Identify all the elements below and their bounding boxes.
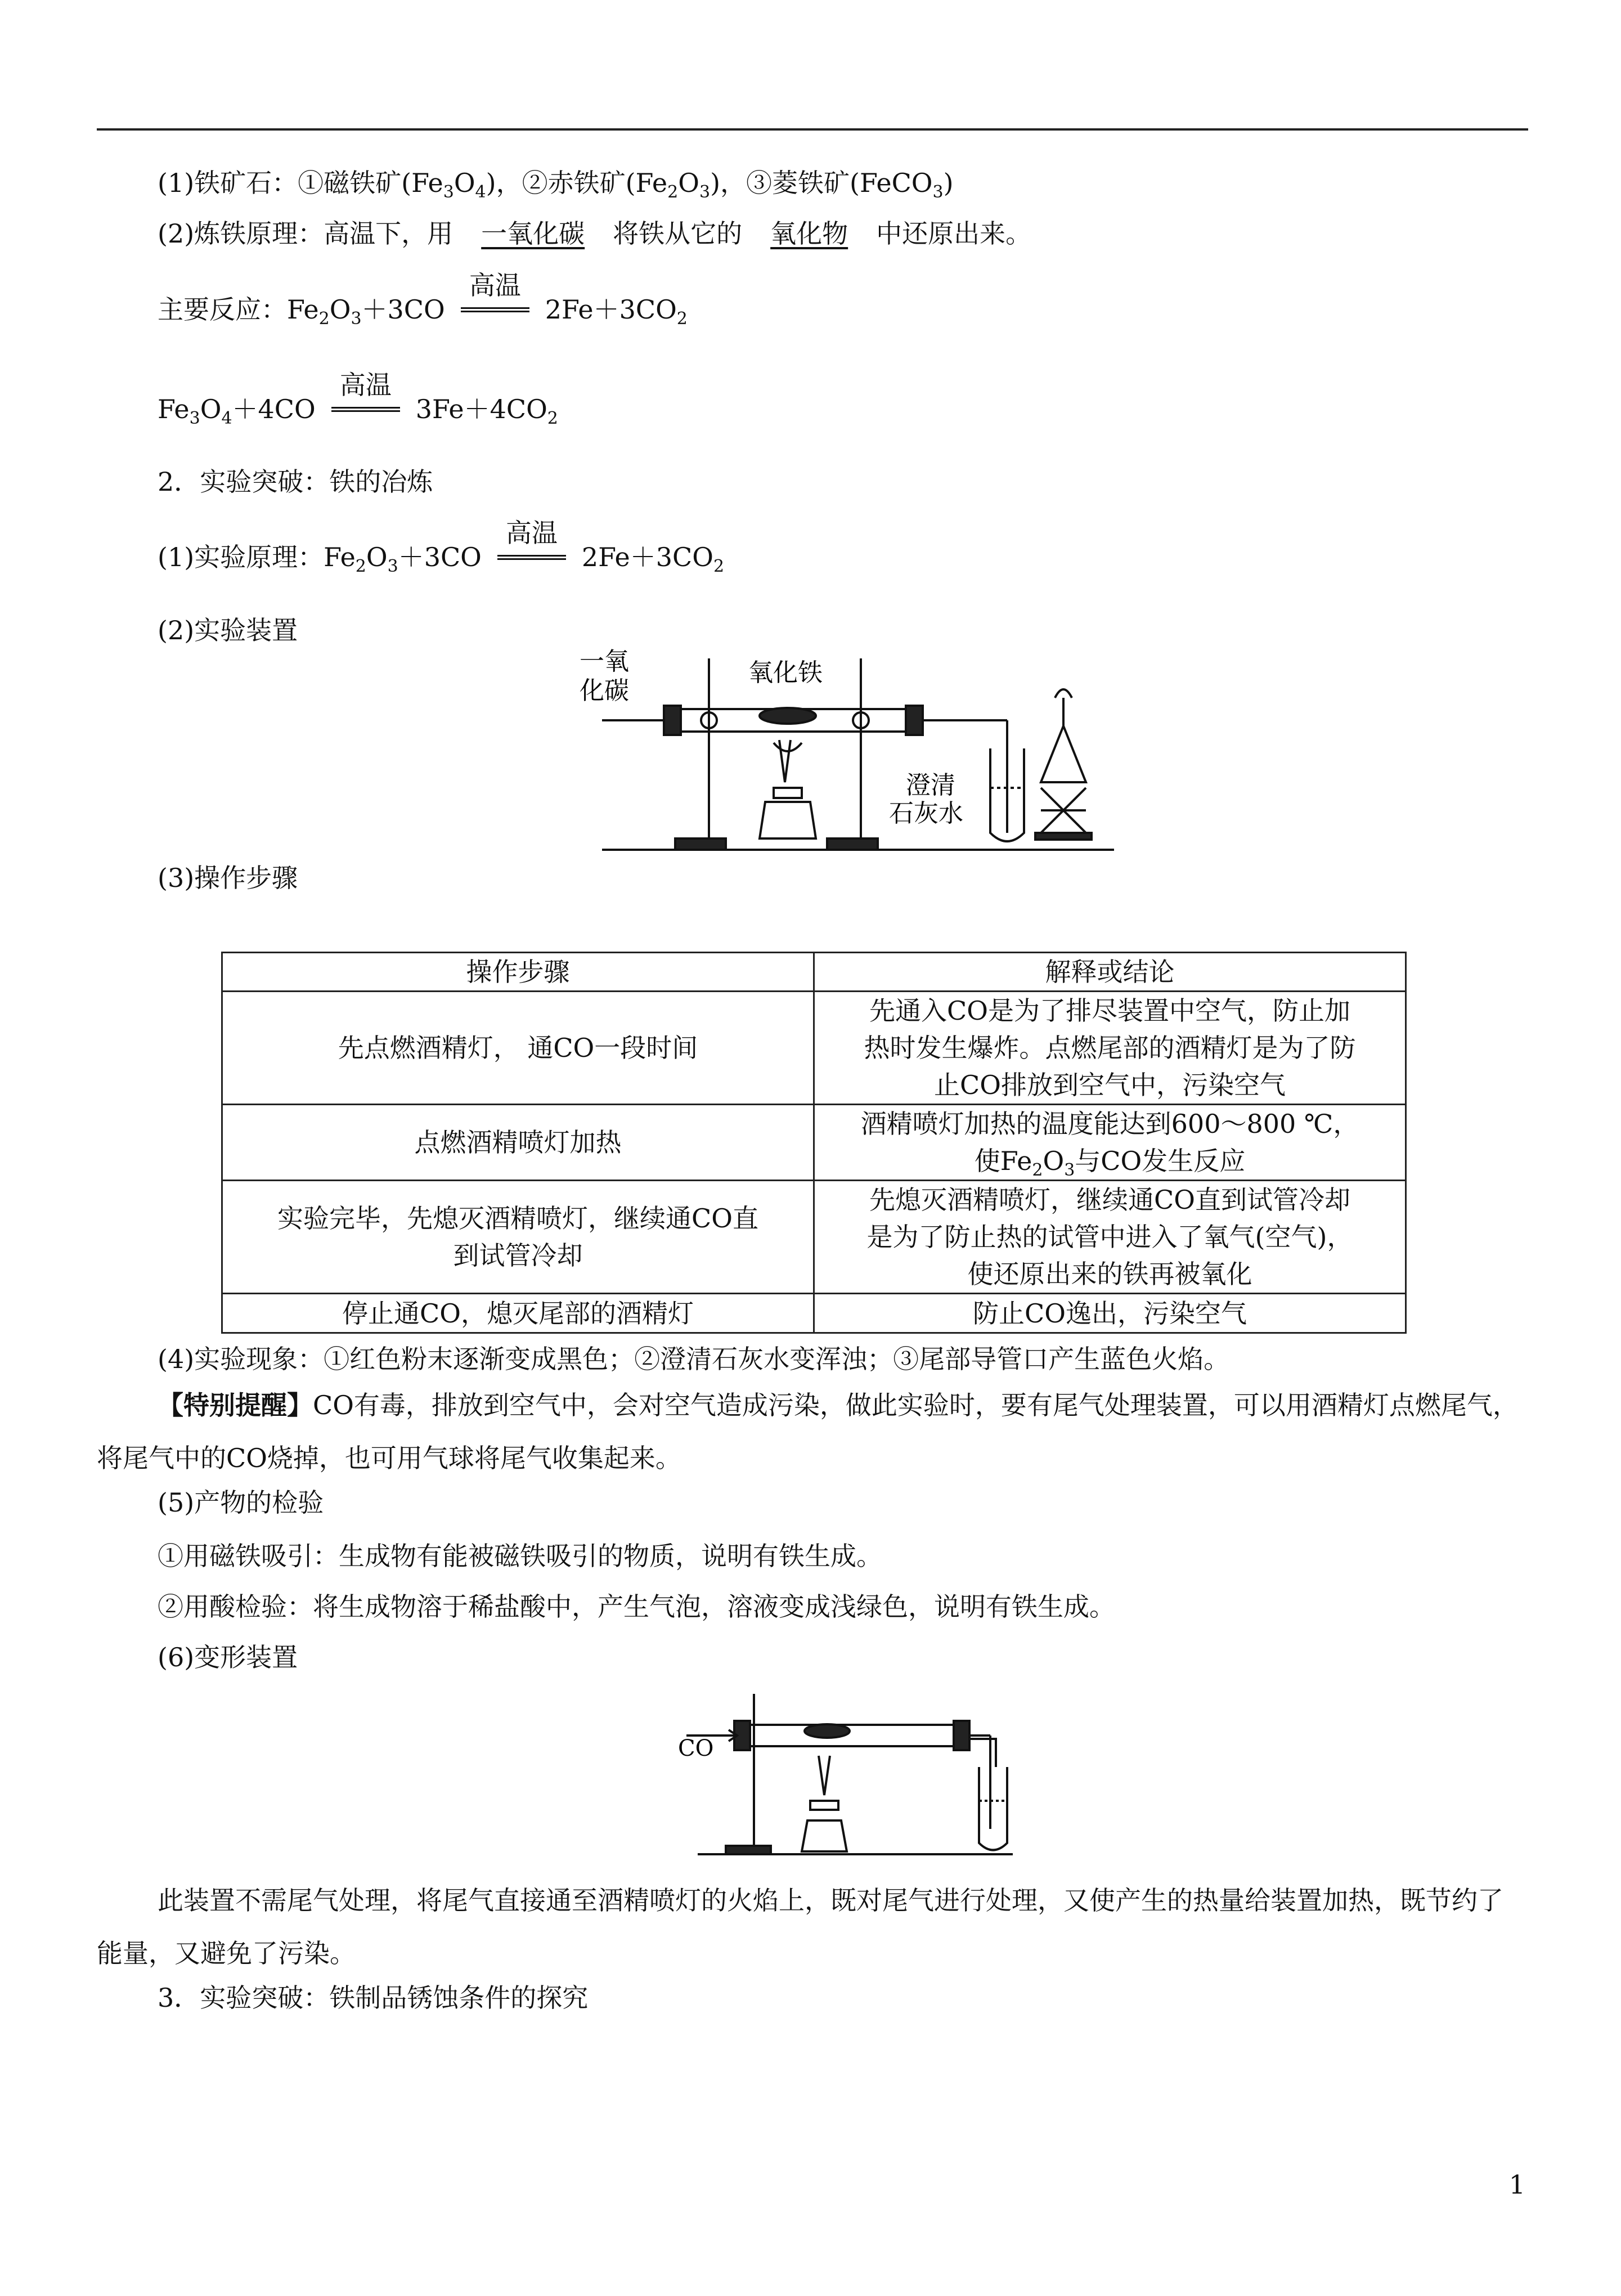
- table-row: [222, 1294, 1406, 1333]
- reaction-2: $Fe_3O_4+4CO$ 高温 $3Fe+4CO_2$: [158, 370, 558, 428]
- table-cell: 先通入CO是为了排尽装置中空气，防止加 热时发生爆炸。点燃尾部的酒精灯是为了防 止CO排放到空气中，污染空气: [814, 992, 1406, 1105]
- reaction-condition: 高温: [495, 542, 568, 576]
- table-header-cell: 操作步骤: [222, 953, 814, 992]
- special-reminder: 【特别提醒】CO有毒，排放到空气中，会对空气造成污染，做此实验时，要有尾气处理装置，可以用酒精灯点燃尾气，将尾气中的CO烧掉，也可用气球将尾气收集起来。: [97, 1390, 1519, 1473]
- co-label-line2: 化碳: [580, 676, 629, 705]
- apparatus-diagram: [580, 647, 1120, 855]
- reaction-condition: 高温: [329, 394, 402, 428]
- table-cell: 停止通CO，熄灭尾部的酒精灯: [222, 1294, 814, 1333]
- table-row: [222, 1181, 1406, 1294]
- table-row: [222, 1105, 1406, 1181]
- section-2-heading: 2．实验突破：铁的冶炼: [158, 467, 433, 497]
- table-header-row: [222, 953, 1406, 992]
- table-cell: 先熄灭酒精喷灯，继续通CO直到试管冷却 是为了防止热的试管中进入了氧气(空气)， 使还原出来的铁再被氧化: [814, 1181, 1406, 1294]
- answer-blank-1: 一氧化碳: [481, 218, 585, 249]
- co-label-line1: 一氧: [580, 647, 629, 676]
- check-magnet: ①用磁铁吸引：生成物有能被磁铁吸引的物质，说明有铁生成。: [158, 1541, 882, 1571]
- limewater-label-line1: 澄清: [906, 771, 955, 800]
- principle-line: (2)炼铁原理：高温下，用 一氧化碳 将铁从它的 氧化物 中还原出来。: [158, 218, 1032, 249]
- table-row: [222, 992, 1406, 1105]
- table-cell: 先点燃酒精灯， 通CO一段时间: [222, 992, 814, 1105]
- ores-line: (1)铁矿石：①磁铁矿$(Fe_3O_4)$，②赤铁矿$(Fe_2O_3)$，③菱铁矿(FeCO$_3$): [158, 168, 954, 202]
- header-rule: [97, 128, 1528, 131]
- table-cell: 防止CO逸出，污染空气: [814, 1294, 1406, 1333]
- section-3-heading: 3．实验突破：铁制品锈蚀条件的探究: [158, 1983, 589, 2013]
- steps-label: (3)操作步骤: [158, 863, 298, 893]
- variant-label: (6)变形装置: [158, 1642, 298, 1672]
- table-cell: 酒精喷灯加热的温度能达到600～800 ℃， 使$Fe_2O_3$与CO发生反应: [814, 1105, 1406, 1181]
- page-number: 1: [1508, 2169, 1525, 2200]
- phenomena: (4)实验现象：①红色粉末逐渐变成黑色；②澄清石灰水变浑浊；③尾部导管口产生蓝色火焰。: [158, 1344, 1230, 1374]
- answer-blank-2: 氧化物: [770, 218, 848, 249]
- experiment-principle: (1)实验原理：$Fe_2O_3+3CO$ 高温 $2Fe+3CO_2$: [158, 518, 725, 576]
- fe2o3-label: 氧化铁: [748, 658, 823, 687]
- reaction-1: 主要反应：$Fe_2O_3+3CO$ 高温 $2Fe+3CO_2$: [158, 270, 688, 329]
- co-label: CO: [678, 1736, 714, 1761]
- reaction-condition: 高温: [459, 295, 532, 329]
- product-check-label: (5)产物的检验: [158, 1487, 324, 1518]
- table-cell: 点燃酒精喷灯加热: [222, 1105, 814, 1181]
- variant-description: 此装置不需尾气处理，将尾气直接通至酒精喷灯的火焰上，既对尾气进行处理，又使产生的热量给装置加热，既节约了能量，又避免了污染。: [97, 1885, 1503, 1968]
- check-acid: ②用酸检验：将生成物溶于稀盐酸中，产生气泡，溶液变成浅绿色，说明有铁生成。: [158, 1591, 1115, 1622]
- reminder-tag: 【特别提醒】: [158, 1390, 313, 1420]
- steps-table: [221, 952, 1407, 1334]
- table-header-cell: 解释或结论: [814, 953, 1406, 992]
- table-cell: 实验完毕，先熄灭酒精喷灯，继续通CO直 到试管冷却: [222, 1181, 814, 1294]
- limewater-label-line2: 石灰水: [889, 799, 963, 828]
- variant-apparatus-diagram: [675, 1683, 1024, 1863]
- apparatus-label: (2)实验装置: [158, 615, 298, 645]
